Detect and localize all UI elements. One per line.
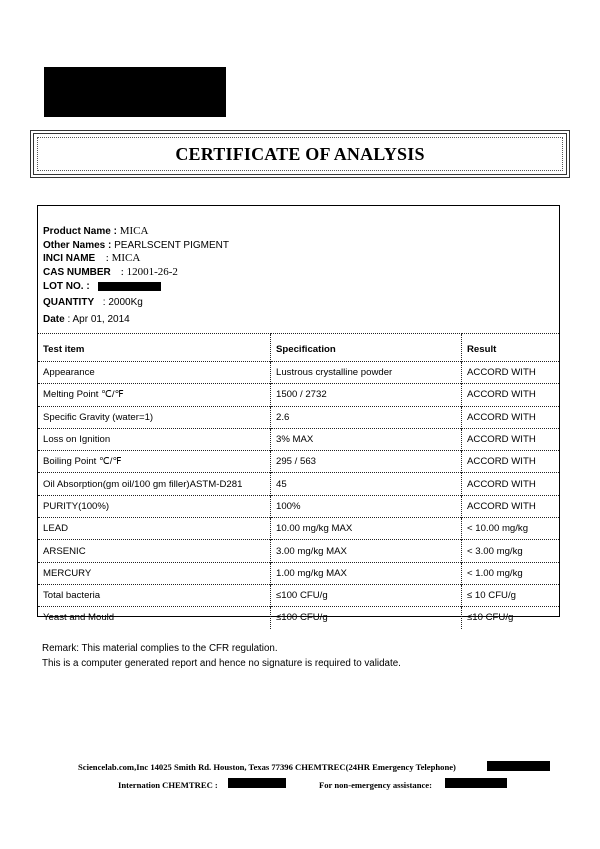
header-specification: Specification <box>271 334 462 362</box>
redacted-non-emergency-phone <box>445 778 507 788</box>
test-item-cell: Total bacteria <box>38 584 271 606</box>
table-row <box>38 384 559 406</box>
test-item-cell: Boiling Point ℃/℉ <box>38 451 271 473</box>
result-cell: ≤10 CFU/g <box>462 607 560 629</box>
table-row <box>38 584 559 606</box>
result-cell: ACCORD WITH <box>462 406 560 428</box>
remark-line: Remark: This material complies to the CFR regulation. <box>42 643 278 654</box>
footer-address: Sciencelab.com,Inc 14025 Smith Rd. Houston, Texas 77396 CHEMTREC(24HR Emergency Telephone) <box>78 762 456 772</box>
result-cell: ACCORD WITH <box>462 384 560 406</box>
lot-no-row <box>43 279 229 295</box>
test-item-cell: Appearance <box>38 362 271 384</box>
table-row <box>38 451 559 473</box>
inci-name-row <box>43 252 229 266</box>
redacted-lot-number <box>98 282 161 291</box>
test-item-cell: PURITY(100%) <box>38 495 271 517</box>
specification-cell: 295 / 563 <box>271 451 462 473</box>
specification-cell: 3.00 mg/kg MAX <box>271 540 462 562</box>
header-test-item: Test item <box>38 334 271 362</box>
result-cell: ACCORD WITH <box>462 451 560 473</box>
inci-name-label: INCI NAME <box>43 253 96 265</box>
test-item-cell: Specific Gravity (water=1) <box>38 406 271 428</box>
specification-cell: 100% <box>271 495 462 517</box>
table-body <box>38 362 559 629</box>
table-row <box>38 428 559 450</box>
specification-cell: 45 <box>271 473 462 495</box>
table-row <box>38 362 559 384</box>
other-names-label: Other Names : <box>43 239 112 251</box>
table-row <box>38 406 559 428</box>
specification-cell: Lustrous crystalline powder <box>271 362 462 384</box>
result-cell: < 3.00 mg/kg <box>462 540 560 562</box>
test-item-cell: Loss on Ignition <box>38 428 271 450</box>
title-banner-inner <box>37 137 563 171</box>
test-item-cell: MERCURY <box>38 562 271 584</box>
cas-number-label: CAS NUMBER <box>43 266 111 278</box>
quantity-value: : 2000Kg <box>102 297 143 309</box>
cas-number-row <box>43 266 229 280</box>
footer-non-emergency-label: For non-emergency assistance: <box>319 780 432 790</box>
specification-cell: 1500 / 2732 <box>271 384 462 406</box>
other-names-row <box>43 239 229 253</box>
other-names-value: PEARLSCENT PIGMENT <box>114 239 229 251</box>
table-row <box>38 473 559 495</box>
date-value: : Apr 01, 2014 <box>67 314 130 326</box>
test-item-cell: Yeast and Mould <box>38 607 271 629</box>
table-row <box>38 495 559 517</box>
test-item-cell: ARSENIC <box>38 540 271 562</box>
inci-name-value: : MICA <box>105 252 141 265</box>
lot-no-label: LOT NO. : <box>43 281 90 293</box>
analysis-table <box>38 333 559 629</box>
quantity-row <box>43 295 229 311</box>
result-cell: < 10.00 mg/kg <box>462 518 560 540</box>
certificate-box <box>37 205 560 624</box>
product-name-label: Product Name : <box>43 226 117 237</box>
date-label: Date <box>43 314 65 326</box>
product-info <box>43 225 229 329</box>
remark-line: This is a computer generated report and hence no signature is required to validate. <box>42 658 401 669</box>
result-cell: < 1.00 mg/kg <box>462 562 560 584</box>
product-name-row <box>43 225 229 239</box>
specification-cell: 1.00 mg/kg MAX <box>271 562 462 584</box>
result-cell: ACCORD WITH <box>462 473 560 495</box>
redacted-emergency-phone <box>487 761 550 771</box>
redacted-internation-phone <box>228 778 286 788</box>
result-cell: ≤ 10 CFU/g <box>462 584 560 606</box>
redacted-logo <box>44 67 226 117</box>
specification-cell: 2.6 <box>271 406 462 428</box>
test-item-cell: LEAD <box>38 518 271 540</box>
footer-internation-label: Internation CHEMTREC : <box>118 780 218 790</box>
cas-number-value: : 12001-26-2 <box>120 265 178 278</box>
specification-cell: 3% MAX <box>271 428 462 450</box>
table-row <box>38 607 559 629</box>
result-cell: ACCORD WITH <box>462 428 560 450</box>
test-item-cell: Melting Point ℃/℉ <box>38 384 271 406</box>
table-row <box>38 540 559 562</box>
header-result: Result <box>462 334 560 362</box>
specification-cell: ≤100 CFU/g <box>271 607 462 629</box>
product-name-value: MICA <box>119 225 149 237</box>
specification-cell: ≤100 CFU/g <box>271 584 462 606</box>
table-row <box>38 562 559 584</box>
table-header-row <box>38 334 559 362</box>
test-item-cell: Oil Absorption(gm oil/100 gm filler)ASTM-D281 <box>38 473 271 495</box>
specification-cell: 10.00 mg/kg MAX <box>271 518 462 540</box>
quantity-label: QUANTITY <box>43 297 95 309</box>
result-cell: ACCORD WITH <box>462 495 560 517</box>
table-row <box>38 518 559 540</box>
page-title: CERTIFICATE OF ANALYSIS <box>175 143 425 164</box>
title-banner <box>30 130 570 178</box>
result-cell: ACCORD WITH <box>462 362 560 384</box>
date-row <box>43 311 229 329</box>
